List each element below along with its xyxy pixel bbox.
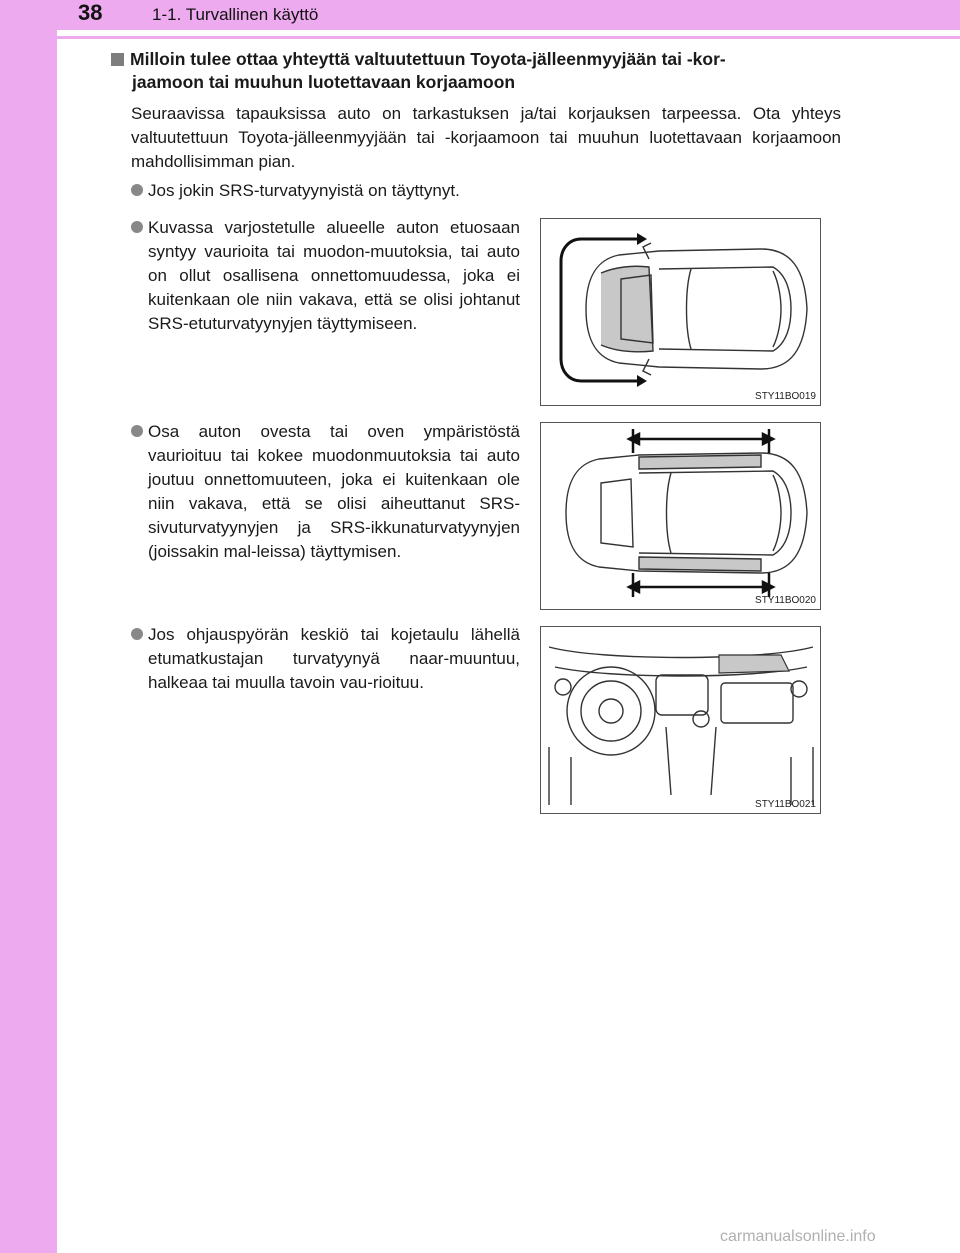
square-bullet-icon bbox=[111, 53, 124, 66]
figure-front-damage bbox=[540, 218, 821, 406]
bullet-text: Kuvassa varjostetulle alueelle auton etuosaan syntyy vaurioita tai muodon-muutoksia, tai auto on ollut osallisena onnettomuudessa, joka ei kuitenkaan ole niin vakava, että se olisi johtanut SRS-etuturvatyynyjen täyttymiseen. bbox=[148, 218, 520, 333]
section-title: 1-1. Turvallinen käyttö bbox=[152, 5, 319, 24]
figure-code: STY11BO021 bbox=[755, 799, 816, 810]
bullet-text: Jos jokin SRS-turvatyynyistä on täyttynyt. bbox=[148, 181, 460, 200]
bullet-dot-icon bbox=[131, 221, 143, 233]
figure-code: STY11BO020 bbox=[755, 595, 816, 606]
bullet-text: Osa auton ovesta tai oven ympäristöstä vaurioituu tai kokee muodonmuutoksia tai auto joutuu onnettomuuteen, joka ei kuitenkaan ole niin vakava, että se olisi aiheuttanut SRS-sivuturvatyynyjen ja SRS-ikkunaturvatyynyjen (joissakin mal-leissa) täyttymisen. bbox=[148, 422, 520, 561]
header-rule bbox=[57, 36, 960, 39]
heading-line-1: Milloin tulee ottaa yhteyttä valtuutettuun Toyota-jälleenmyyjään tai -kor- bbox=[130, 49, 726, 69]
bullet-item bbox=[148, 623, 520, 695]
bullet-dot-icon bbox=[131, 184, 143, 196]
figure-code: STY11BO019 bbox=[755, 391, 816, 402]
bullet-dot-icon bbox=[131, 628, 143, 640]
car-top-view-front-illustration bbox=[541, 219, 820, 405]
figure-dashboard bbox=[540, 626, 821, 814]
dashboard-illustration bbox=[541, 627, 820, 813]
car-top-view-side-illustration bbox=[541, 423, 820, 609]
heading-line-2: jaamoon tai muuhun luotettavaan korjaamoon bbox=[132, 72, 516, 92]
bullet-text: Jos ohjauspyörän keskiö tai kojetaulu lähellä etumatkustajan turvatyynyä naar-muuntuu, halkeaa tai muulla tavoin vau-rioituu. bbox=[148, 625, 520, 692]
bullet-dot-icon bbox=[131, 425, 143, 437]
intro-paragraph: Seuraavissa tapauksissa auto on tarkastuksen ja/tai korjauksen tarpeessa. Ota yhteys valtuutettuun Toyota-jälleenmyyjään tai -korjaamoon tai muuhun luotettavaan korjaamoon mahdollisimman pian. bbox=[131, 104, 841, 171]
sidebar-tab bbox=[0, 0, 57, 1253]
bullet-item bbox=[148, 216, 520, 336]
bullet-item bbox=[148, 420, 520, 564]
watermark: carmanualsonline.info bbox=[720, 1228, 876, 1245]
section-heading bbox=[111, 48, 841, 94]
bullet-item bbox=[148, 179, 568, 203]
page-number: 38 bbox=[78, 0, 103, 25]
figure-side-damage bbox=[540, 422, 821, 610]
